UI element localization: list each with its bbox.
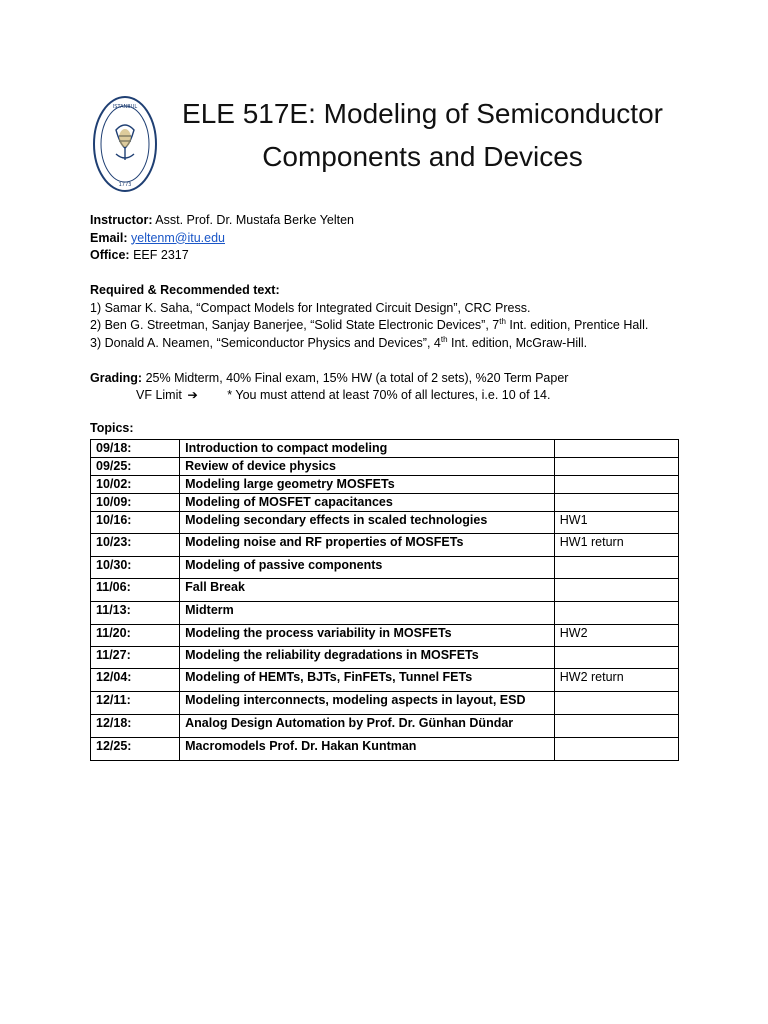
table-row	[91, 602, 679, 625]
date-cell: 12/11:	[91, 692, 180, 715]
topic-cell: Modeling interconnects, modeling aspects in layout, ESD	[180, 692, 555, 715]
hw-cell	[554, 476, 678, 494]
topics-label: Topics:	[90, 421, 134, 435]
hw-cell	[554, 647, 678, 669]
topic-cell: Modeling of passive components	[180, 557, 555, 579]
table-row	[91, 476, 679, 494]
vf-limit-row	[90, 387, 710, 405]
date-cell: 10/09:	[91, 494, 180, 512]
svg-text:ISTANBUL: ISTANBUL	[112, 104, 138, 110]
topic-cell: Modeling secondary effects in scaled technologies	[180, 512, 555, 534]
hw-cell: HW2 return	[554, 669, 678, 692]
hw-cell: HW1	[554, 512, 678, 534]
grading-row	[90, 370, 710, 388]
table-row	[91, 715, 679, 738]
date-cell: 11/27:	[91, 647, 180, 669]
table-row	[91, 458, 679, 476]
topic-cell: Modeling of MOSFET capacitances	[180, 494, 555, 512]
instructor-value: Asst. Prof. Dr. Mustafa Berke Yelten	[155, 213, 355, 227]
date-cell: 11/06:	[91, 579, 180, 602]
arrow-right-icon: ➔	[187, 388, 198, 402]
svg-text:1773: 1773	[118, 182, 132, 188]
text-item-3: 3) Donald A. Neamen, “Semiconductor Physics and Devices”, 4th Int. edition, McGraw-Hill.	[90, 334, 588, 350]
date-cell: 12/18:	[91, 715, 180, 738]
date-cell: 11/20:	[91, 625, 180, 647]
title-line-2: Components and Devices	[262, 141, 583, 172]
document-title	[170, 92, 675, 178]
topic-cell: Review of device physics	[180, 458, 555, 476]
email-link[interactable]: yeltenm@itu.edu	[131, 230, 225, 245]
vf-limit-label: VF Limit	[136, 388, 182, 402]
hw-cell	[554, 579, 678, 602]
grading-value: 25% Midterm, 40% Final exam, 15% HW (a total of 2 sets), %20 Term Paper	[145, 370, 569, 385]
course-info	[90, 212, 710, 405]
hw-cell	[554, 602, 678, 625]
topic-cell: Modeling the reliability degradations in MOSFETs	[180, 647, 555, 669]
topic-cell: Modeling large geometry MOSFETs	[180, 476, 555, 494]
university-seal-logo	[92, 94, 158, 194]
hw-cell	[554, 557, 678, 579]
hw-cell: HW1 return	[554, 534, 678, 557]
table-row	[91, 647, 679, 669]
date-cell: 10/30:	[91, 557, 180, 579]
hw-cell	[554, 494, 678, 512]
text-item-1: 1) Samar K. Saha, “Compact Models for Integrated Circuit Design”, CRC Press.	[90, 300, 531, 315]
hw-cell: HW2	[554, 625, 678, 647]
table-row	[91, 625, 679, 647]
office-row	[90, 247, 710, 265]
email-label: Email:	[90, 230, 128, 245]
topic-cell: Introduction to compact modeling	[180, 440, 555, 458]
vf-limit-note: * You must attend at least 70% of all lectures, i.e. 10 of 14.	[227, 388, 551, 402]
date-cell: 09/18:	[91, 440, 180, 458]
table-row	[91, 692, 679, 715]
topic-cell: Fall Break	[180, 579, 555, 602]
table-row	[91, 669, 679, 692]
texts-heading: Required & Recommended text:	[90, 283, 280, 297]
topic-cell: Modeling noise and RF properties of MOSFETs	[180, 534, 555, 557]
hw-cell	[554, 458, 678, 476]
table-row	[91, 494, 679, 512]
topic-cell: Midterm	[180, 602, 555, 625]
date-cell: 10/02:	[91, 476, 180, 494]
topic-cell: Modeling the process variability in MOSFETs	[180, 625, 555, 647]
date-cell: 10/23:	[91, 534, 180, 557]
instructor-label: Instructor:	[90, 213, 153, 227]
instructor-row	[90, 212, 710, 230]
table-row	[91, 440, 679, 458]
hw-cell	[554, 440, 678, 458]
date-cell: 12/25:	[91, 738, 180, 761]
table-row	[91, 738, 679, 761]
hw-cell	[554, 738, 678, 761]
topic-cell: Analog Design Automation by Prof. Dr. Günhan Dündar	[180, 715, 555, 738]
topic-cell: Macromodels Prof. Dr. Hakan Kuntman	[180, 738, 555, 761]
text-item-2: 2) Ben G. Streetman, Sanjay Banerjee, “Solid State Electronic Devices”, 7th Int. edition, Prentice Hall.	[90, 316, 649, 332]
date-cell: 12/04:	[91, 669, 180, 692]
date-cell: 10/16:	[91, 512, 180, 534]
table-row	[91, 512, 679, 534]
office-value: EEF 2317	[133, 248, 189, 262]
hw-cell	[554, 692, 678, 715]
office-label: Office:	[90, 248, 130, 262]
grading-label: Grading:	[90, 370, 143, 385]
email-row	[90, 230, 710, 248]
date-cell: 11/13:	[91, 602, 180, 625]
topics-table	[90, 439, 679, 761]
date-cell: 09/25:	[91, 458, 180, 476]
topic-cell: Modeling of HEMTs, BJTs, FinFETs, Tunnel FETs	[180, 669, 555, 692]
table-row	[91, 557, 679, 579]
hw-cell	[554, 715, 678, 738]
table-row	[91, 579, 679, 602]
table-row	[91, 534, 679, 557]
title-line-1: ELE 517E: Modeling of Semiconductor	[182, 98, 663, 129]
